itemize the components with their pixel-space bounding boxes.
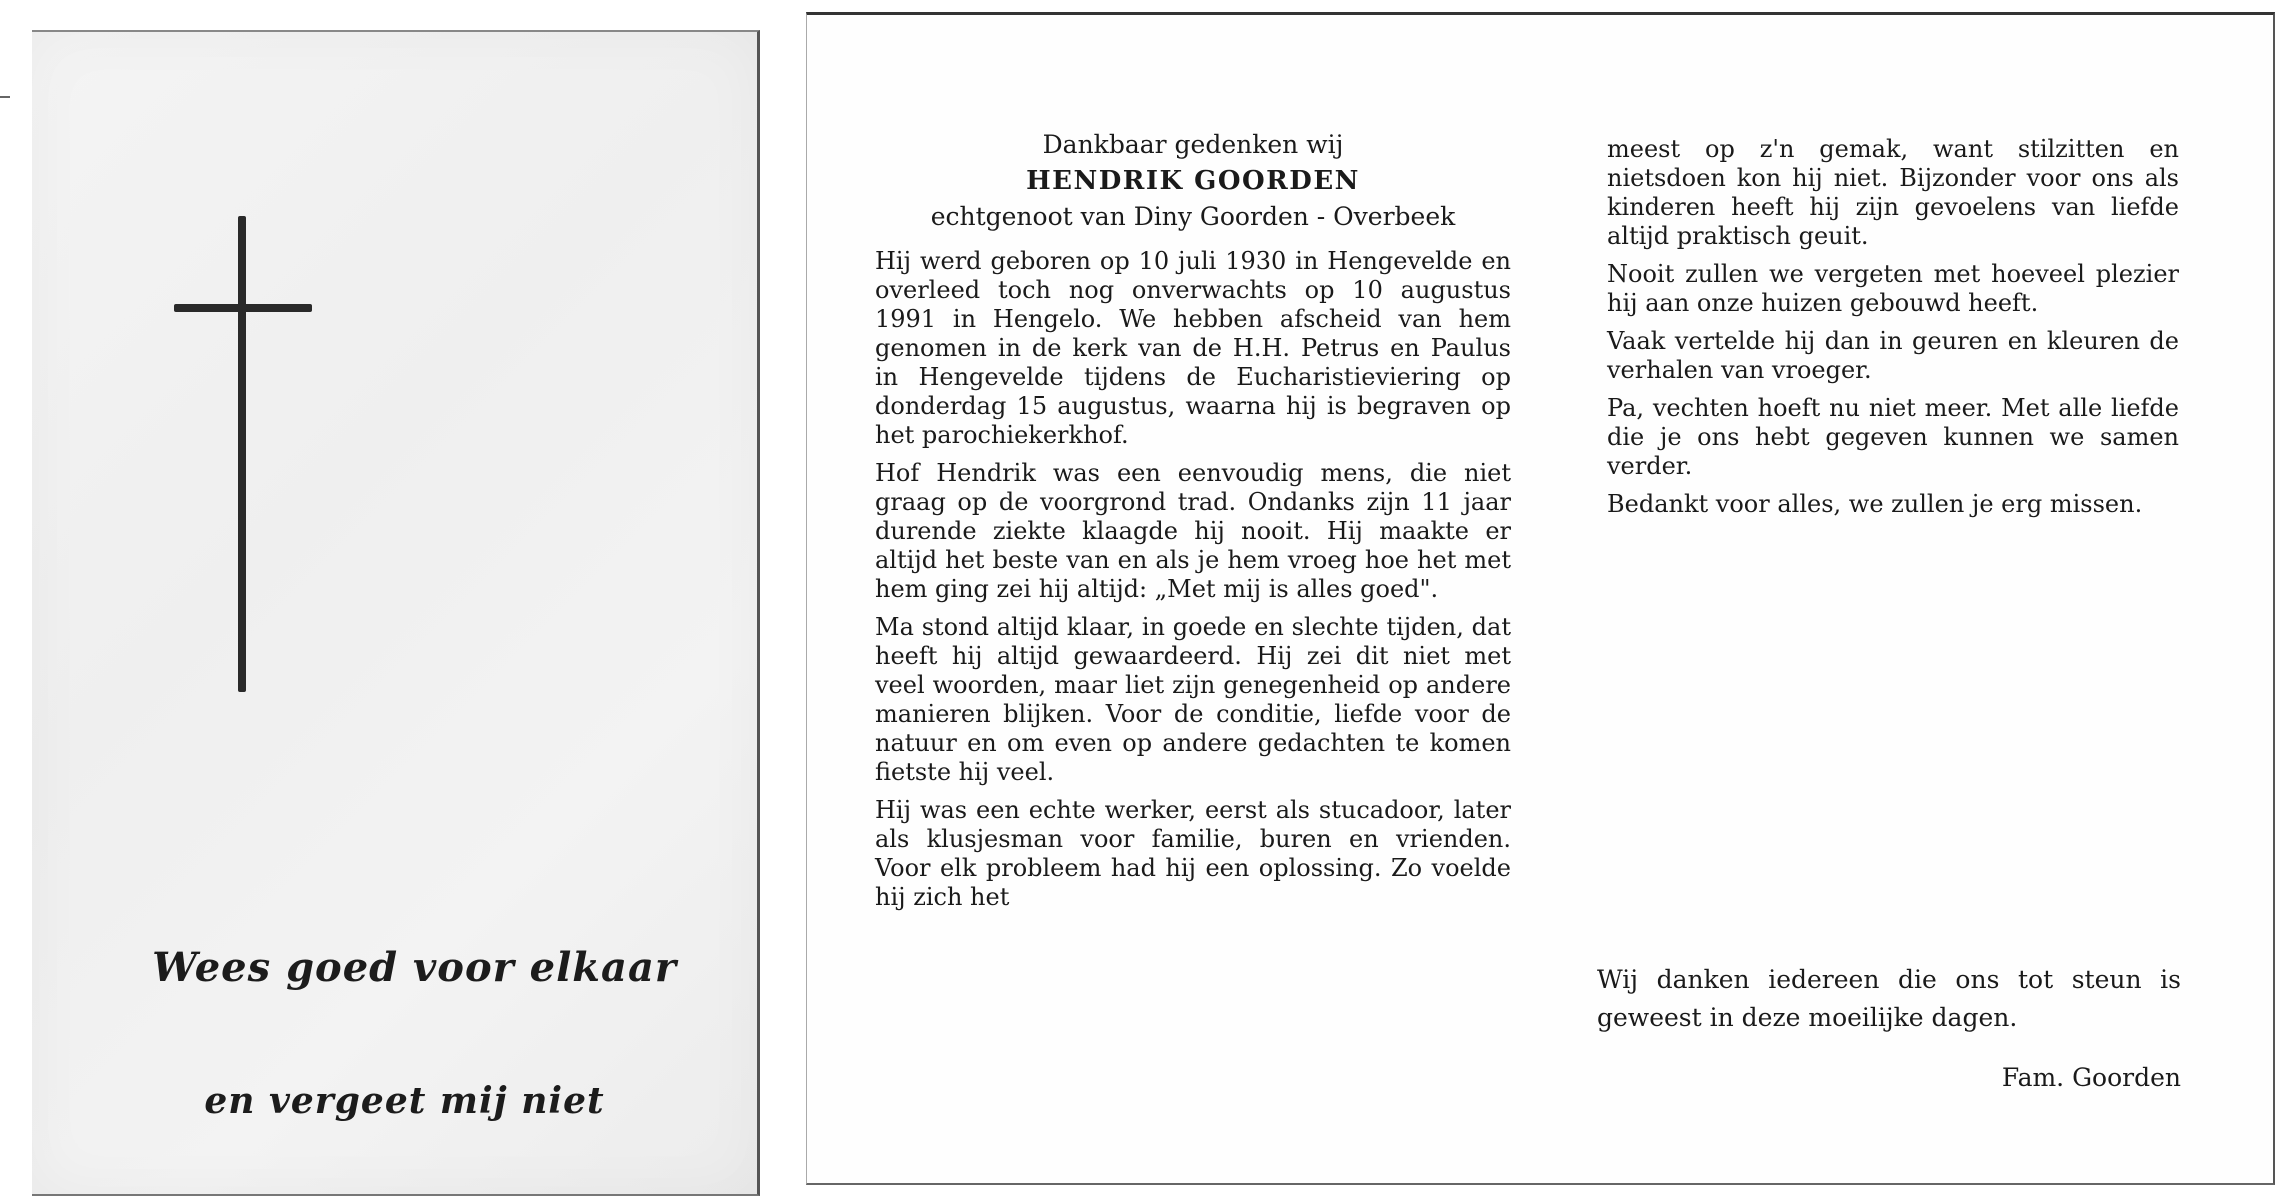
paragraph: Hij werd geboren op 10 juli 1930 in Hengevelde en overleed toch nog onverwachts op 10 augustus 1991 in Hengelo. We hebben afscheid van hem genomen in de kerk van de H.H. Petrus en Paulus in Hengevelde tijdens de Eucharistieviering op donderdag 15 augustus, waarna hij is begraven op het parochiekerkhof. (875, 247, 1511, 449)
cross-icon-horizontal-bar (174, 304, 312, 312)
paragraph: meest op z'n gemak, want stilzitten en nietsdoen kon hij niet. Bijzonder voor ons als kinderen heeft hij zijn gevoelens van liefde altijd praktisch geuit. (1607, 135, 2179, 250)
motto-line-1: Wees goed voor elkaar (152, 944, 677, 991)
left-text-column (875, 127, 1511, 921)
right-text-column (1607, 135, 2179, 528)
paragraph: Vaak vertelde hij dan in geuren en kleuren de verhalen van vroeger. (1607, 327, 2179, 384)
paragraph: Ma stond altijd klaar, in goede en slechte tijden, dat heeft hij altijd gewaardeerd. Hij zei dit niet met veel woorden, maar liet zijn genegenheid op andere manieren blijken. Voor de conditie, liefde voor de natuur en om even op andere gedachten te komen fietste hij veel. (875, 613, 1511, 786)
deceased-name: HENDRIK GOORDEN (1026, 166, 1360, 196)
thanks-closing: Wij danken iedereen die ons tot steun is geweest in deze moeilijke dagen. (1597, 965, 2181, 1032)
paragraph: Pa, vechten hoeft nu niet meer. Met alle liefde die je ons hebt gegeven kunnen we samen verder. (1607, 394, 2179, 480)
intro-line: Dankbaar gedenken wij (1042, 130, 1344, 159)
paragraph: Hij was een echte werker, eerst als stucadoor, later als klusjesman voor familie, buren en vrienden. Voor elk probleem had hij een oplossing. Zo voelde hij zich het (875, 796, 1511, 911)
paragraph: Bedankt voor alles, we zullen je erg missen. (1607, 490, 2143, 518)
motto-line-2: en vergeet mij niet (204, 1080, 605, 1122)
family-signature: Fam. Goorden (2001, 1063, 2181, 1092)
cross-icon-vertical-bar (238, 216, 246, 692)
paragraph: Nooit zullen we vergeten met hoeveel plezier hij aan onze huizen gebouwd heeft. (1607, 260, 2179, 317)
scan-edge-mark (0, 96, 10, 98)
card-cover (32, 30, 760, 1196)
paragraph: Hof Hendrik was een eenvoudig mens, die niet graag op de voorgrond trad. Ondanks zijn 11 jaar durende ziekte klaagde hij nooit. Hij maakte er altijd het beste van en als je hem vroeg hoe het met hem ging zei hij altijd: „Met mij is alles goed". (875, 459, 1511, 603)
header-block (875, 127, 1511, 235)
card-inner-spread (806, 12, 2275, 1185)
spouse-line: echtgenoot van Diny Goorden - Overbeek (930, 202, 1456, 231)
